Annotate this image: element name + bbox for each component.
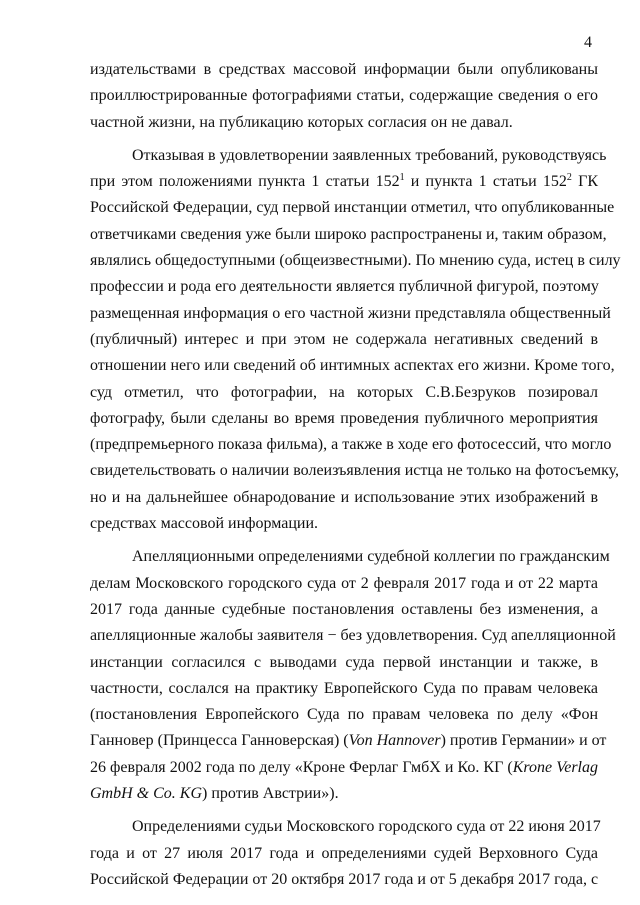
text-line: Определениями судьи Московского городского суда от 22 июня 2017 (132, 818, 601, 836)
text-line: (предпремьерного показа фильма), а также в ходе его фотосессий, что могло (90, 436, 612, 454)
italic-text: Krone Verlag (512, 758, 598, 776)
footnote-superscript: 2 (566, 172, 572, 184)
text-line: инстанции согласился с выводами суда первой инстанции и также, в (90, 653, 598, 671)
text-line: отношении него или сведений об интимных аспектах его жизни. Кроме того, (90, 357, 615, 375)
text-line: GmbH & Co. KG) против Австрии»). (90, 785, 339, 803)
text-line: 26 февраля 2002 года по делу «Кроне Ферлаг ГмбХ и Ко. КГ (Krone Verlag (90, 758, 598, 776)
text-line: Ганновер (Принцесса Ганноверская) (Von Hannover) против Германии» и от (90, 732, 607, 750)
text-line: являлись общедоступными (общеизвестными). По мнению суда, истец в силу (90, 252, 621, 270)
text-line: профессии и рода его деятельности является публичной фигурой, поэтому (90, 278, 599, 296)
text-line: частности, сослался на практику Европейского Суда по правам человека (90, 679, 598, 697)
text-line: издательствами в средствах массовой информации были опубликованы (90, 61, 598, 78)
text-line: суд отметил, что фотографии, на которых С.В.Безруков позировал (90, 383, 598, 401)
text-line: апелляционные жалобы заявителя − без удовлетворения. Суд апелляционной (90, 627, 616, 645)
text-line: делам Московского городского суда от 2 февраля 2017 года и от 22 марта (90, 574, 598, 592)
text-line: ответчиками сведения уже были широко распространены и, таким образом, (90, 225, 607, 243)
text-line: (публичный) интерес и при этом не содержала негативных сведений в (90, 330, 598, 348)
footnote-superscript: 1 (399, 172, 405, 184)
text-line: свидетельствовать о наличии волеизъявления истца не только на фотосъемку, (90, 462, 620, 480)
text-line: проиллюстрированные фотографиями статьи, содержащие сведения о его (90, 87, 598, 105)
text-line: Отказывая в удовлетворении заявленных требований, руководствуясь (132, 146, 607, 164)
text-line: 2017 года данные судебные постановления оставлены без изменения, а (90, 600, 598, 618)
italic-text: Von Hannover (348, 732, 441, 750)
page-number: 4 (584, 34, 592, 51)
text-line: частной жизни, на публикацию которых согласия он не давал. (90, 113, 513, 131)
text-line: но и на дальнейшее обнародование и использование этих изображений в (90, 488, 598, 506)
text-line: при этом положениями пункта 1 статьи $152^1$ и пункта 1 статьи $152^2$ ГК (90, 172, 598, 191)
text-line: Российской Федерации, суд первой инстанции отметил, что опубликованные (90, 199, 615, 217)
text-line: средствах массовой информации. (90, 515, 319, 533)
text-line: года и от 27 июля 2017 года и определениями судей Верховного Суда (90, 844, 598, 862)
text-line: Апелляционными определениями судебной коллегии по гражданским (132, 548, 610, 566)
document-body (90, 57, 621, 893)
text-line: фотографу, были сделаны во время проведения публичного мероприятия (90, 409, 598, 427)
text-line: Российской Федерации от 20 октября 2017 года и от 5 декабря 2017 года, с (90, 870, 599, 888)
text-line: (постановления Европейского Суда по правам человека по делу «Фон (90, 706, 598, 724)
italic-text: GmbH & Co. KG (90, 785, 203, 803)
text-line: размещенная информация о его частной жизни представляла общественный (90, 304, 611, 322)
